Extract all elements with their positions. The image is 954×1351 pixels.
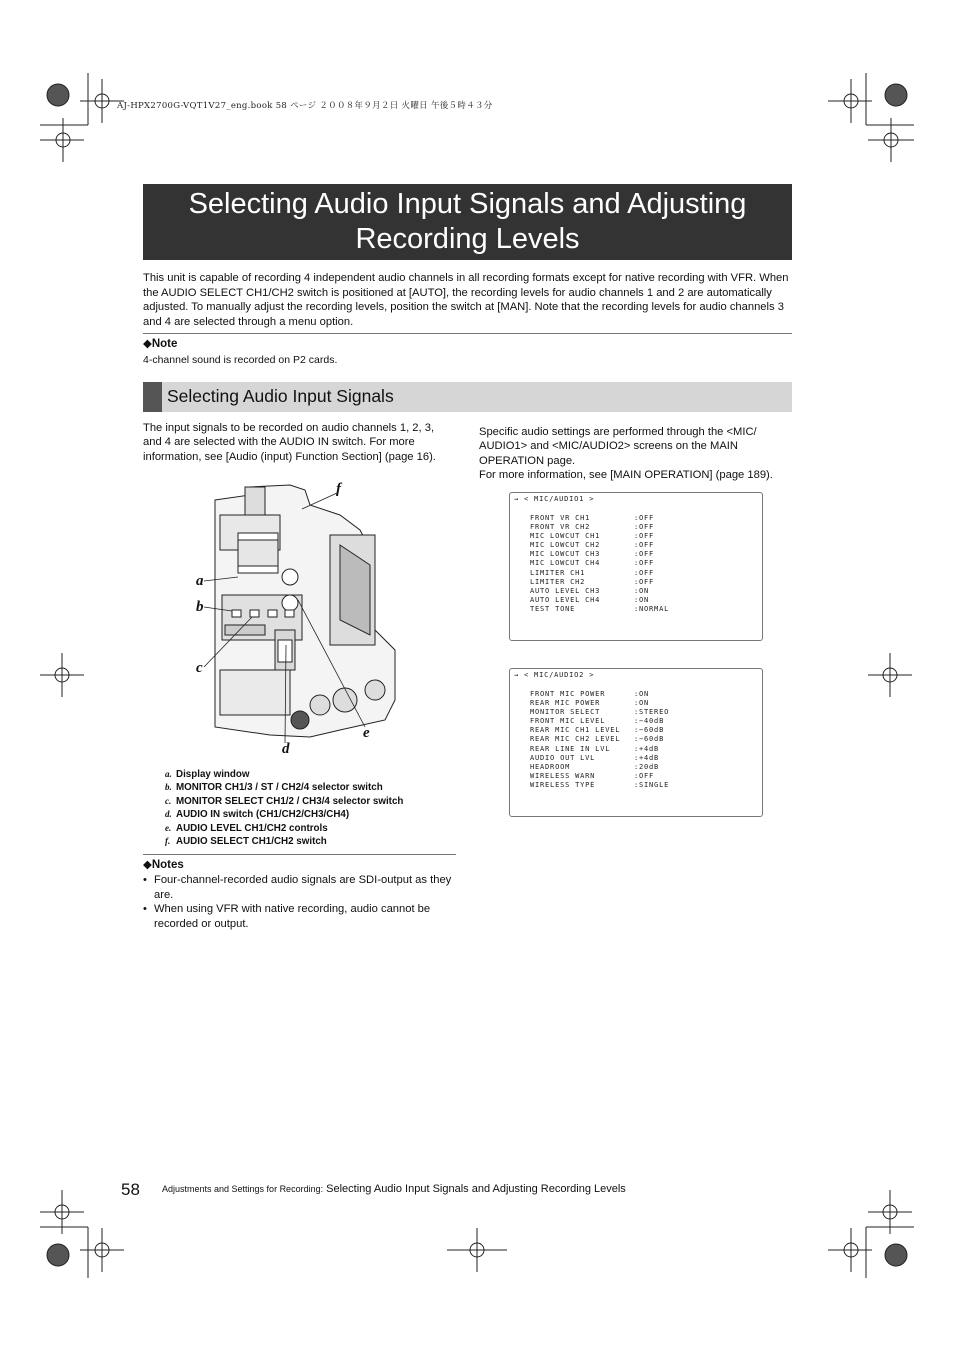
menu-item-value: :−60dB [634,726,665,734]
menu-item-label: LIMITER CH1 [530,569,586,577]
menu-item-value: :20dB [634,763,660,771]
menu-item-label: FRONT MIC POWER [530,690,606,698]
menu-item-label: WIRELESS TYPE [530,781,596,789]
legend-item: f. AUDIO SELECT CH1/CH2 switch [165,836,327,848]
note-heading: ◆Note [143,338,178,350]
menu-item-value: :OFF [634,550,655,558]
notes-list [143,873,455,931]
menu-item-value: :ON [634,596,650,604]
legend-item: e. AUDIO LEVEL CH1/CH2 controls [165,822,328,834]
menu-item-label: AUTO LEVEL CH4 [530,596,601,604]
footer-chapter: Adjustments and Settings for Recording: [162,1184,324,1194]
page-title [189,187,747,257]
menu-item-value: :OFF [634,578,655,586]
menu-item-label: LIMITER CH2 [530,578,586,586]
menu-item-label: MIC LOWCUT CH1 [530,532,601,540]
menu-item-label: FRONT VR CH2 [530,523,591,531]
menu-item-label: MONITOR SELECT [530,708,601,716]
menu-item-label: HEADROOM [530,763,571,771]
figure-letter-e: e [363,725,370,741]
figure-letter-a: a [196,573,204,589]
page-title-line-1: Selecting Audio Input Signals and Adjusting [188,188,747,220]
menu-item-label: WIRELESS WARN [530,772,596,780]
menu-item-label: FRONT MIC LEVEL [530,717,606,725]
mic-audio1-menu-screen [509,492,763,641]
menu-item-value: :ON [634,587,650,595]
divider [143,333,792,334]
menu-item-value: :OFF [634,559,655,567]
menu-title: → < MIC/AUDIO1 > [514,495,595,503]
menu-item-value: :OFF [634,569,655,577]
menu-item-value: :OFF [634,532,655,540]
menu-item-value: :OFF [634,541,655,549]
notes-divider [143,854,456,855]
menu-item-value: :−60dB [634,735,665,743]
camera-illustration [190,475,415,765]
menu-item-label: AUDIO OUT LVL [530,754,596,762]
page-title-bar [143,184,792,260]
page-number: 58 [121,1180,140,1199]
notes-item: • Four-channel-recorded audio signals are SDI-output as they are. [143,874,452,901]
menu-item-value: :ON [634,699,650,707]
figure-letter-f: f [336,481,341,497]
menu-item-value: :+4dB [634,754,660,762]
intro-paragraph: This unit is capable of recording 4 independent audio channels in all recording formats except for native recording with VFR. When the AUDIO SELECT CH1/CH2 switch is positioned at [AUTO], the recording levels for audio channels 1 and 2 are automatically adjusted. To manually adjust the recording levels, position the switch at [MAN]. Note that the recording levels for audio channels 3 and 4 are selected through a menu option. [143,272,789,328]
menu-item-label: REAR MIC CH2 LEVEL [530,735,621,743]
audio-in-paragraph: The input signals to be recorded on audio channels 1, 2, 3, and 4 are selected with the AUDIO IN switch. For more information, see [Audio (input) Function Section] (page 16). [143,422,436,463]
section-marker [143,382,162,412]
notes-heading: ◆Notes [143,859,184,871]
legend-item: a. Display window [165,769,250,780]
note-text: 4-channel sound is recorded on P2 cards. [143,354,338,366]
main-operation-reference: For more information, see [MAIN OPERATION] (page 189). [479,469,773,481]
menu-item-label: MIC LOWCUT CH4 [530,559,601,567]
menu-item-value: :OFF [634,772,655,780]
figure-legend [165,768,403,848]
menu-item-label: TEST TONE [530,605,576,613]
main-operation-paragraph: Specific audio settings are performed through the <MIC/ AUDIO1> and <MIC/AUDIO2> screens on the MAIN OPERATION page. [479,426,757,467]
figure-letter-d: d [282,741,290,757]
legend-item: c. MONITOR SELECT CH1/2 / CH3/4 selector switch [165,795,404,807]
book-header-line: AJ-HPX2700G-VQT1V27_eng.book 58 ページ ２００８年９月２日 火曜日 午後５時４３分 [117,101,493,111]
section-title: Selecting Audio Input Signals [167,386,394,406]
figure-letter-c: c [196,660,203,676]
menu-item-label: MIC LOWCUT CH2 [530,541,601,549]
menu-item-label: MIC LOWCUT CH3 [530,550,601,558]
menu-item-label: AUTO LEVEL CH3 [530,587,601,595]
menu-item-value: :+4dB [634,745,660,753]
legend-item: b. MONITOR CH1/3 / ST / CH2/4 selector switch [165,782,383,794]
menu-item-value: :OFF [634,514,655,522]
legend-item: d. AUDIO IN switch (CH1/CH2/CH3/CH4) [165,809,350,821]
menu-item-value: :STEREO [634,708,670,716]
page-footer [162,1183,626,1195]
figure-letter-b: b [196,599,204,615]
menu-title: → < MIC/AUDIO2 > [514,671,595,679]
page-title-line-2: Recording Levels [355,223,580,255]
section-header [143,382,792,412]
footer-section: Selecting Audio Input Signals and Adjusting Recording Levels [326,1183,626,1195]
menu-item-value: :OFF [634,523,655,531]
notes-item: • When using VFR with native recording, audio cannot be recorded or output. [143,903,431,930]
menu-item-value: :NORMAL [634,605,670,613]
mic-audio2-menu-screen [509,668,763,817]
menu-item-label: REAR LINE IN LVL [530,745,611,753]
menu-item-label: FRONT VR CH1 [530,514,591,522]
menu-item-label: REAR MIC CH1 LEVEL [530,726,621,734]
menu-item-value: :ON [634,690,650,698]
menu-item-value: :SINGLE [634,781,670,789]
menu-item-label: REAR MIC POWER [530,699,601,707]
menu-item-value: :−40dB [634,717,665,725]
